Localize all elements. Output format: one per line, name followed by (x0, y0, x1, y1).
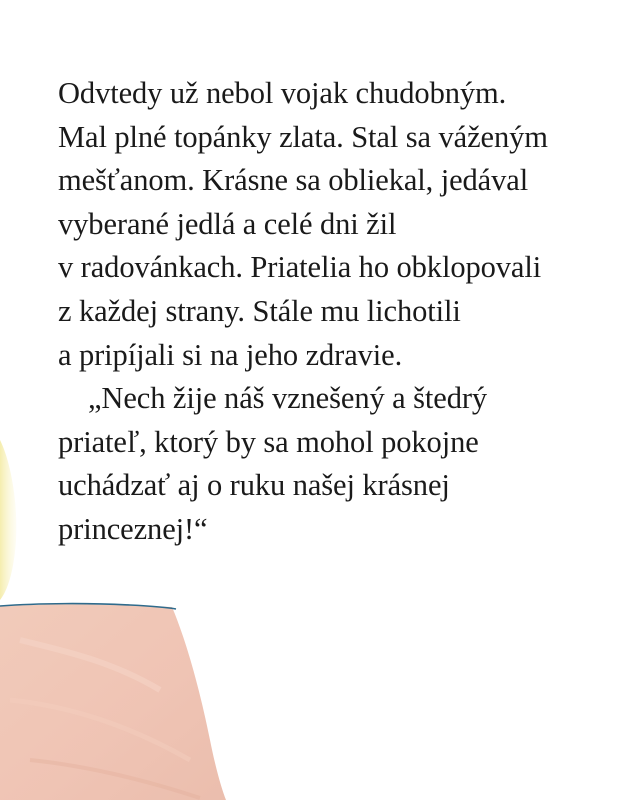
text-line: z každej strany. Stále mu lichotili (58, 293, 461, 328)
text-line: mešťanom. Krásne sa obliekal, jedával (58, 163, 529, 198)
paragraph-2 (58, 377, 618, 551)
text-line: priateľ, ktorý by sa mohol pokojne (58, 424, 479, 459)
text-line: a pripíjali si na jeho zdravie. (58, 337, 403, 372)
text-line: princeznej!“ (58, 511, 208, 546)
text-line: v radovánkach. Priatelia ho obklopovali (58, 250, 542, 285)
text-line: vyberané jedlá a celé dni žil (58, 206, 397, 241)
text-line: „Nech žije náš vznešený a štedrý (88, 381, 488, 416)
paragraph-1 (58, 72, 618, 377)
text-line: uchádzať aj o ruku našej krásnej (58, 468, 450, 503)
text-line: Mal plné topánky zlata. Stal sa váženým (58, 119, 548, 154)
text-line: Odvtedy už nebol vojak chudobným. (58, 76, 507, 110)
yellow-wash-shape (0, 440, 16, 600)
story-text (58, 72, 618, 552)
